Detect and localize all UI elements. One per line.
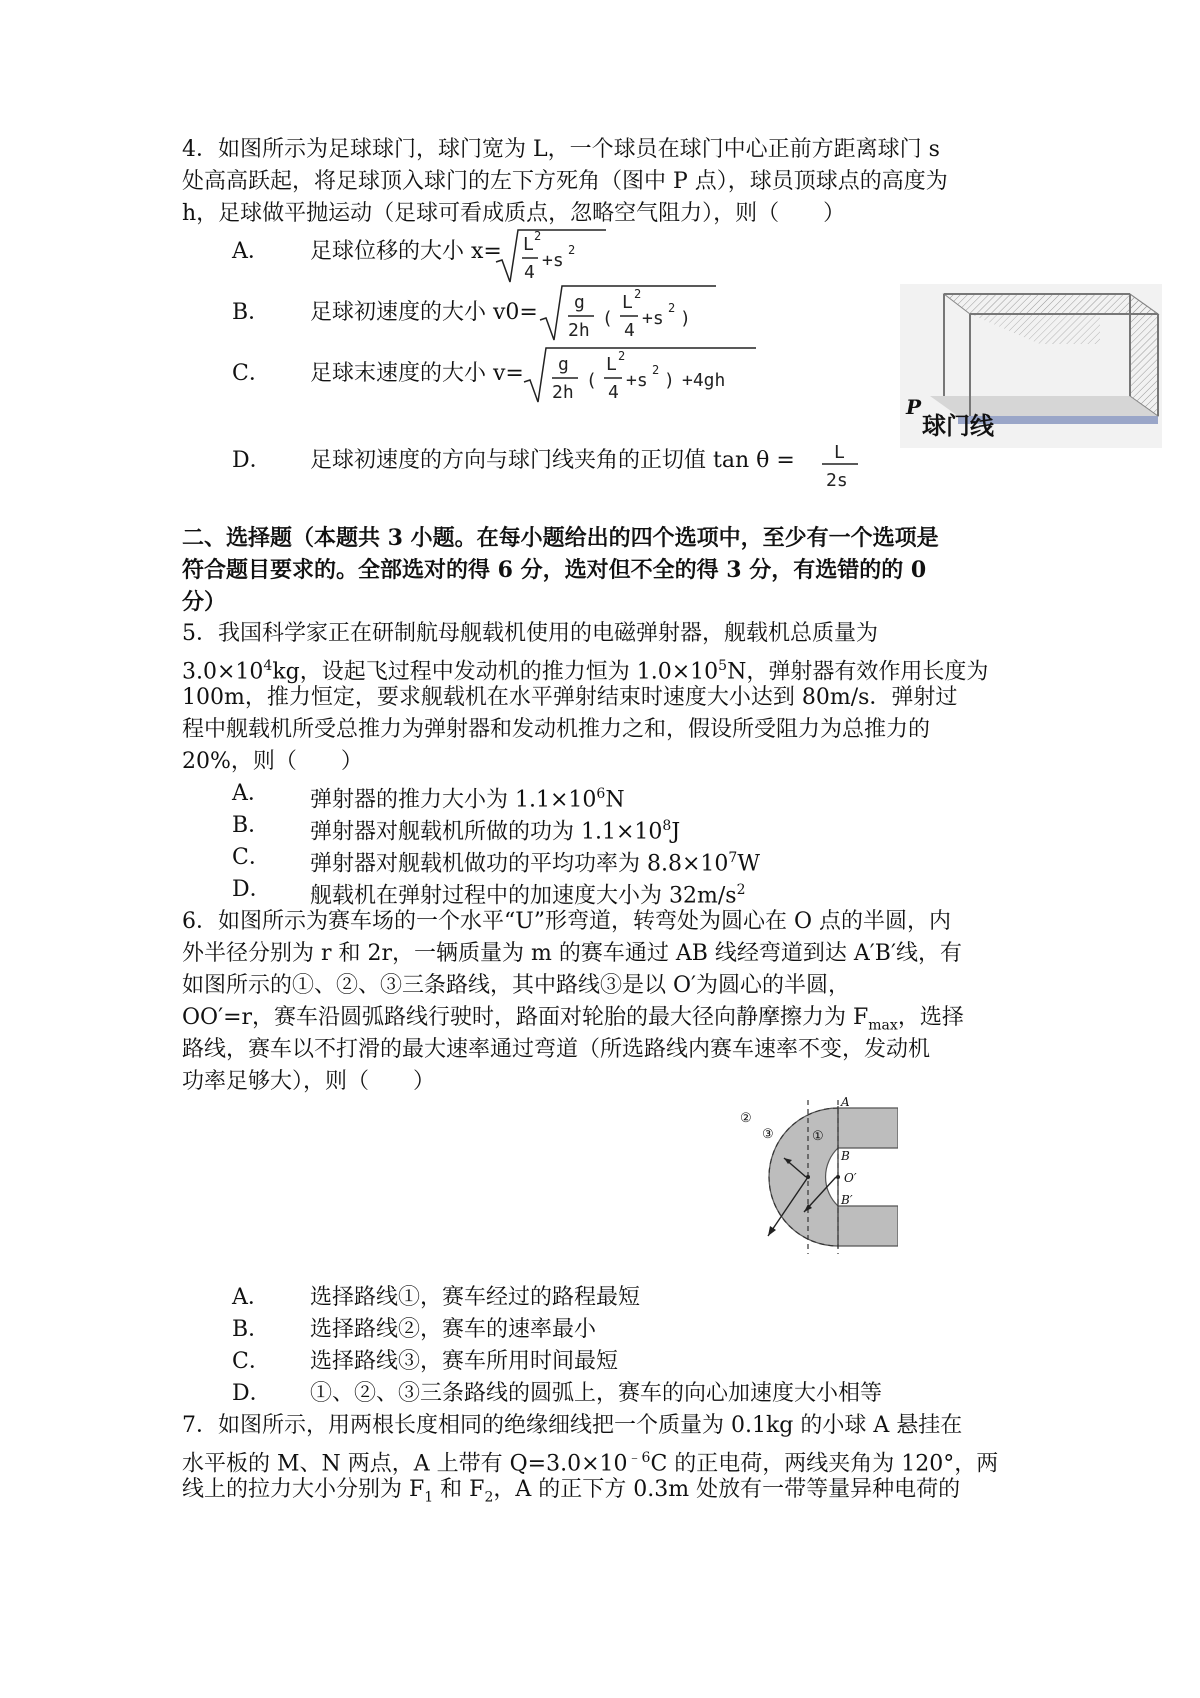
q7-line-1: 7．如图所示，用两根长度相同的绝缘细线把一个质量为 0.1kg 的小球 A 悬挂在	[182, 1413, 963, 1438]
q6-option-a-letter: A．	[232, 1285, 270, 1310]
point-a-label: A	[841, 1096, 850, 1109]
svg-text:2: 2	[668, 301, 676, 315]
q5-line-3: 100m，推力恒定，要求舰载机在水平弹射结束时速度大小达到 80m/s．弹射过	[182, 685, 958, 710]
svg-text:(: (	[602, 308, 613, 329]
svg-text:+4gh: +4gh	[682, 370, 726, 391]
route-3-label: ③	[762, 1127, 774, 1142]
q4-line-1: 4．如图所示为足球球门，球门宽为 L，一个球员在球门中心正前方距离球门 s	[182, 137, 940, 162]
svg-text:g: g	[558, 354, 569, 375]
q4-line-2: 处高高跃起，将足球顶入球门的左下方死角（图中 P 点），球员顶球点的高度为	[182, 169, 948, 194]
route-2-label: ②	[740, 1111, 752, 1126]
q6-line-5: 路线，赛车以不打滑的最大速率通过弯道（所选路线内赛车速率不变，发动机	[182, 1037, 931, 1062]
point-b-prime-label: B′	[841, 1193, 853, 1207]
q6-line-1: 6．如图所示为赛车场的一个水平“U”形弯道，转弯处为圆心在 O 点的半圆，内	[182, 909, 952, 934]
svg-text:2s: 2s	[826, 470, 848, 491]
q5-line-1: 5．我国科学家正在研制航母舰载机使用的电磁弹射器，舰载机总质量为	[182, 621, 878, 646]
q6-line-6: 功率足够大），则（ ）	[182, 1069, 436, 1094]
svg-text:+s: +s	[642, 308, 664, 329]
svg-text:g: g	[574, 292, 585, 313]
q5-option-b-letter: B．	[232, 813, 271, 838]
q5-option-c-text: 弹射器对舰载机做功的平均功率为 $8.8\times 10^7W$	[310, 850, 760, 877]
q4-option-a-text: 足球位移的大小 x=	[310, 239, 502, 264]
q5-line-5: 20%，则（ ）	[182, 749, 363, 774]
q4-option-d-text: 足球初速度的方向与球门线夹角的正切值 tan θ =	[310, 448, 795, 473]
section2-line-3: 分）	[182, 589, 227, 615]
q6-option-c-letter: C．	[232, 1349, 271, 1374]
formula-sqrt-l2-4-s2	[494, 226, 614, 286]
q6-line-3: 如图所示的①、②、③三条路线，其中路线③是以 O′为圆心的半圆，	[182, 973, 851, 998]
q4-option-c-text: 足球末速度的大小 v=	[310, 361, 524, 386]
point-o-prime-label: O′	[844, 1171, 857, 1185]
q4-option-d-letter: D．	[232, 448, 272, 473]
q6-line-4: OO′=r，赛车沿圆弧路线行驶时，路面对轮胎的最大径向静摩擦力为 $F_{max}$，选择	[182, 1005, 964, 1034]
svg-text:L: L	[523, 234, 534, 255]
q6-option-b-letter: B．	[232, 1317, 271, 1342]
q4-option-c-letter: C．	[232, 361, 271, 386]
q5-option-b-text: 弹射器对舰载机所做的功为 $1.1\times 10^8J$	[310, 818, 681, 845]
svg-text:2: 2	[534, 229, 542, 243]
section2-line-2: 符合题目要求的。全部选对的得 6 分，选对但不全的得 3 分，有选错的的 0	[182, 557, 927, 583]
q6-line-2: 外半径分别为 r 和 2r，一辆质量为 m 的赛车通过 AB 线经弯道到达 A′B′线，有	[182, 941, 962, 966]
q5-line-4: 程中舰载机所受总推力为弹射器和发动机推力之和，假设所受阻力为总推力的	[182, 717, 931, 742]
figure-label-goal-line: 球门线	[922, 412, 994, 440]
formula-v	[522, 344, 762, 406]
q7-line-2: 水平板的 M、N 两点，A 上带有 $Q=3.0\times 10^{﹣6}C$ 的正电荷，两线夹角为 120°，两	[182, 1450, 999, 1477]
q5-option-a-text: 弹射器的推力大小为 $1.1\times 10^6N$	[310, 786, 625, 813]
q6-option-b-text: 选择路线②，赛车的速率最小	[310, 1317, 597, 1342]
formula-v0	[538, 282, 718, 344]
q4-line-3: h，足球做平抛运动（足球可看成质点，忽略空气阻力），则（ ）	[182, 201, 846, 226]
svg-text:(: (	[586, 370, 597, 391]
svg-text:+s: +s	[542, 250, 564, 271]
figure-label-p: P	[906, 395, 922, 419]
svg-text:): )	[664, 370, 675, 391]
section2-line-1: 二、选择题（本题共 3 小题。在每小题给出的四个选项中，至少有一个选项是	[182, 525, 939, 551]
svg-text:2h: 2h	[568, 320, 590, 341]
q5-option-d-letter: D．	[232, 877, 272, 902]
svg-text:L: L	[622, 292, 633, 313]
q4-option-a-letter: A．	[232, 239, 270, 264]
q4-option-b-letter: B．	[232, 300, 271, 325]
route-1-label: ①	[812, 1129, 824, 1144]
svg-text:2h: 2h	[552, 382, 574, 403]
q5-line-2: $3.0\times 10^4kg$，设起飞过程中发动机的推力恒为 $1.0\times 10^5N$，弹射器有效作用长度为	[182, 658, 989, 685]
q5-option-d-text: 舰载机在弹射过程中的加速度大小为 $32m/s^2$	[310, 882, 746, 909]
q6-option-d-letter: D．	[232, 1381, 272, 1406]
u-track-figure	[728, 1096, 898, 1256]
q4-option-b-text: 足球初速度的大小 v0=	[310, 300, 538, 325]
svg-text:2: 2	[618, 349, 626, 363]
q6-option-a-text: 选择路线①，赛车经过的路程最短	[310, 1285, 641, 1310]
q7-line-3: 线上的拉力大小分别为 $F_1$ 和 $F_2$，A 的正下方 0.3m 处放有一带等量异种电荷的	[182, 1477, 961, 1506]
svg-text:4: 4	[608, 382, 619, 403]
svg-text:): )	[680, 308, 691, 329]
soccer-goal-figure	[900, 284, 1162, 448]
svg-text:4: 4	[624, 320, 635, 341]
svg-text:2: 2	[652, 363, 660, 377]
svg-text:L: L	[834, 442, 845, 463]
q5-option-a-letter: A．	[232, 781, 270, 806]
svg-text:2: 2	[634, 287, 642, 301]
q6-option-c-text: 选择路线③，赛车所用时间最短	[310, 1349, 619, 1374]
formula-l-over-2s	[818, 434, 864, 494]
svg-text:L: L	[606, 354, 617, 375]
svg-text:2: 2	[568, 243, 576, 257]
point-b-label: B	[841, 1149, 850, 1163]
q6-option-d-text: ①、②、③三条路线的圆弧上，赛车的向心加速度大小相等	[310, 1381, 883, 1406]
svg-text:4: 4	[524, 262, 535, 283]
svg-text:+s: +s	[626, 370, 648, 391]
q5-option-c-letter: C．	[232, 845, 271, 870]
